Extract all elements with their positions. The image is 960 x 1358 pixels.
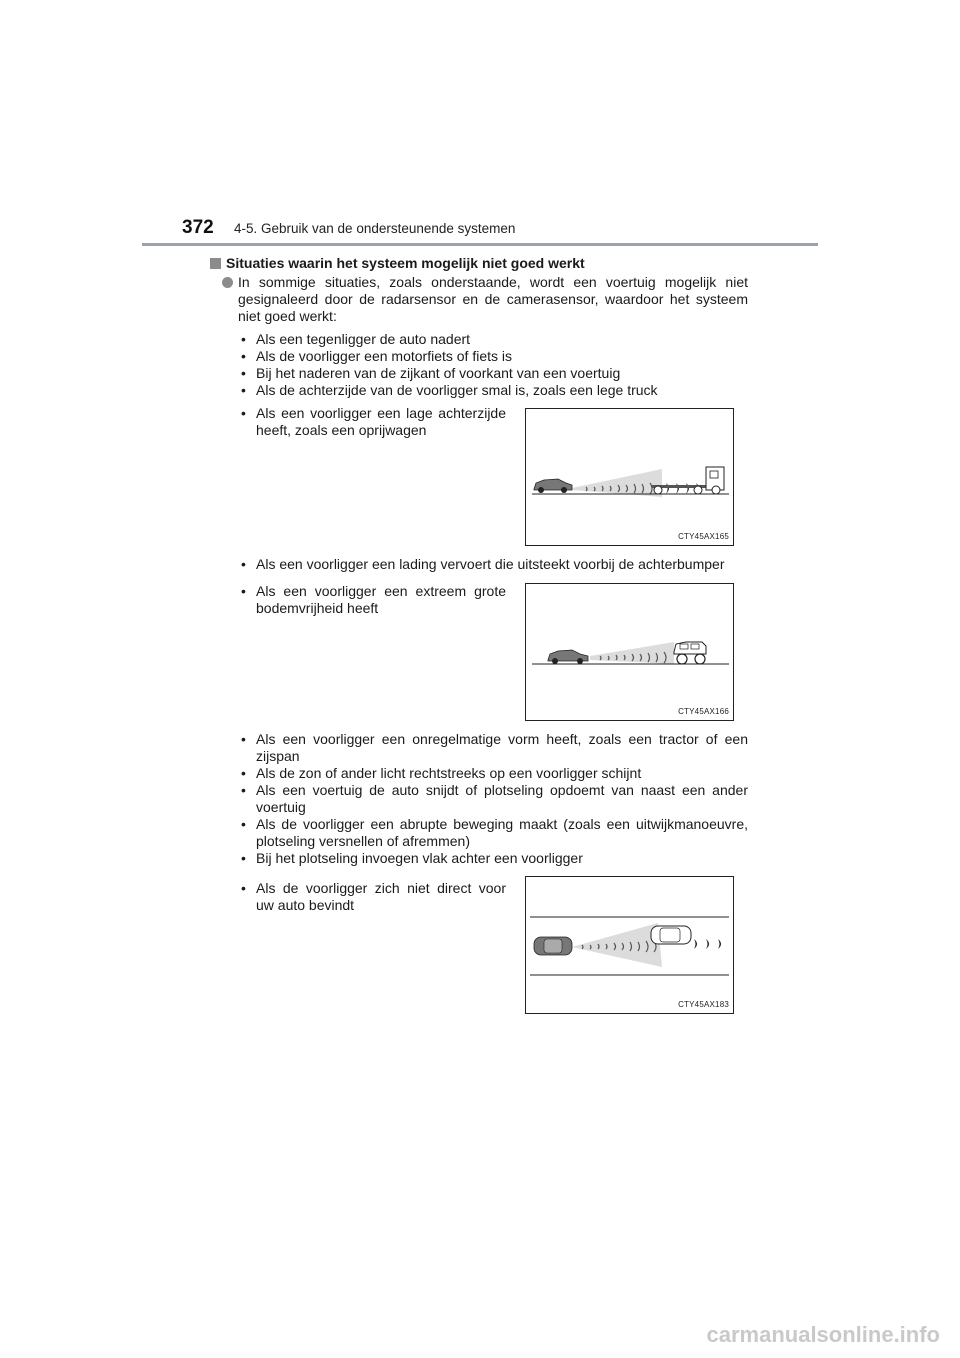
figure-offset-vehicle	[525, 876, 734, 1014]
intro-text: In sommige situaties, zoals onderstaande, wordt een voertuig mogelijk niet gesignaleerd door de radarsensor en de camerasensor, waardoor het systeem niet goed werkt:	[238, 274, 748, 324]
situation-offset-vehicle	[238, 880, 506, 914]
list-item: • Als een voorligger een lage achterzijde heeft, zoals een oprijwagen	[238, 405, 506, 439]
situation-high-clearance	[238, 583, 506, 617]
header-rule	[142, 243, 818, 246]
own-car	[548, 650, 588, 664]
illustration-offset-vehicle	[526, 877, 733, 1013]
list-item: • Als een voorligger een onregelmatige vorm heeft, zoals een tractor of een zijspan	[238, 731, 748, 765]
illustration-car-transporter	[526, 409, 733, 545]
list-item: • Als een voertuig de auto snijdt of plotseling opdoemt van naast een ander voertuig	[238, 782, 748, 816]
list-item: • Als een voorligger een lading vervoert die uitsteekt voorbij de achterbumper	[238, 556, 748, 573]
square-bullet-icon	[210, 258, 221, 269]
radar-beam	[572, 469, 662, 497]
illustration-high-clearance	[526, 584, 733, 720]
list-item: • Als de voorligger een abrupte beweging maakt (zoals een uitwijkmanoeuvre, plotseling versnellen of afremmen)	[238, 816, 748, 850]
radar-waves-dark	[694, 939, 721, 949]
watermark: carmanualsonline.info	[706, 1322, 940, 1347]
page-number: 372	[182, 217, 214, 238]
situations-heading	[210, 255, 585, 272]
situation-list-c	[238, 731, 748, 867]
preceding-vehicle	[651, 926, 691, 944]
radar-beam	[572, 923, 662, 967]
high-clearance-vehicle	[674, 642, 706, 664]
figure-code: CTY45AX165	[678, 532, 729, 541]
list-item: • Als een voorligger een extreem grote bodemvrijheid heeft	[238, 583, 506, 617]
circle-bullet-icon	[222, 277, 233, 288]
situation-low-rear	[238, 405, 506, 439]
list-item: • Als een tegenligger de auto nadert	[238, 331, 748, 348]
own-car	[534, 479, 572, 493]
list-item: • Bij het naderen van de zijkant of voorkant van een voertuig	[238, 365, 748, 382]
list-item: • Als de achterzijde van de voorligger smal is, zoals een lege truck	[238, 382, 748, 399]
list-item: • Bij het plotseling invoegen vlak achter een voorligger	[238, 850, 748, 867]
figure-code: CTY45AX166	[678, 707, 729, 716]
figure-high-clearance	[525, 583, 734, 721]
figure-car-transporter	[525, 408, 734, 546]
heading-text: Situaties waarin het systeem mogelijk niet goed werkt	[226, 255, 585, 271]
situation-list-b	[238, 556, 748, 573]
section-title: 4-5. Gebruik van de ondersteunende systemen	[234, 221, 516, 236]
list-item: • Als de zon of ander licht rechtstreeks op een voorligger schijnt	[238, 765, 748, 782]
list-item: • Als de voorligger zich niet direct voor uw auto bevindt	[238, 880, 506, 914]
situation-list-a	[238, 331, 748, 399]
list-item: • Als de voorligger een motorfiets of fiets is	[238, 348, 748, 365]
intro-paragraph	[222, 274, 748, 325]
own-car	[534, 937, 572, 955]
figure-code: CTY45AX183	[678, 1000, 729, 1009]
